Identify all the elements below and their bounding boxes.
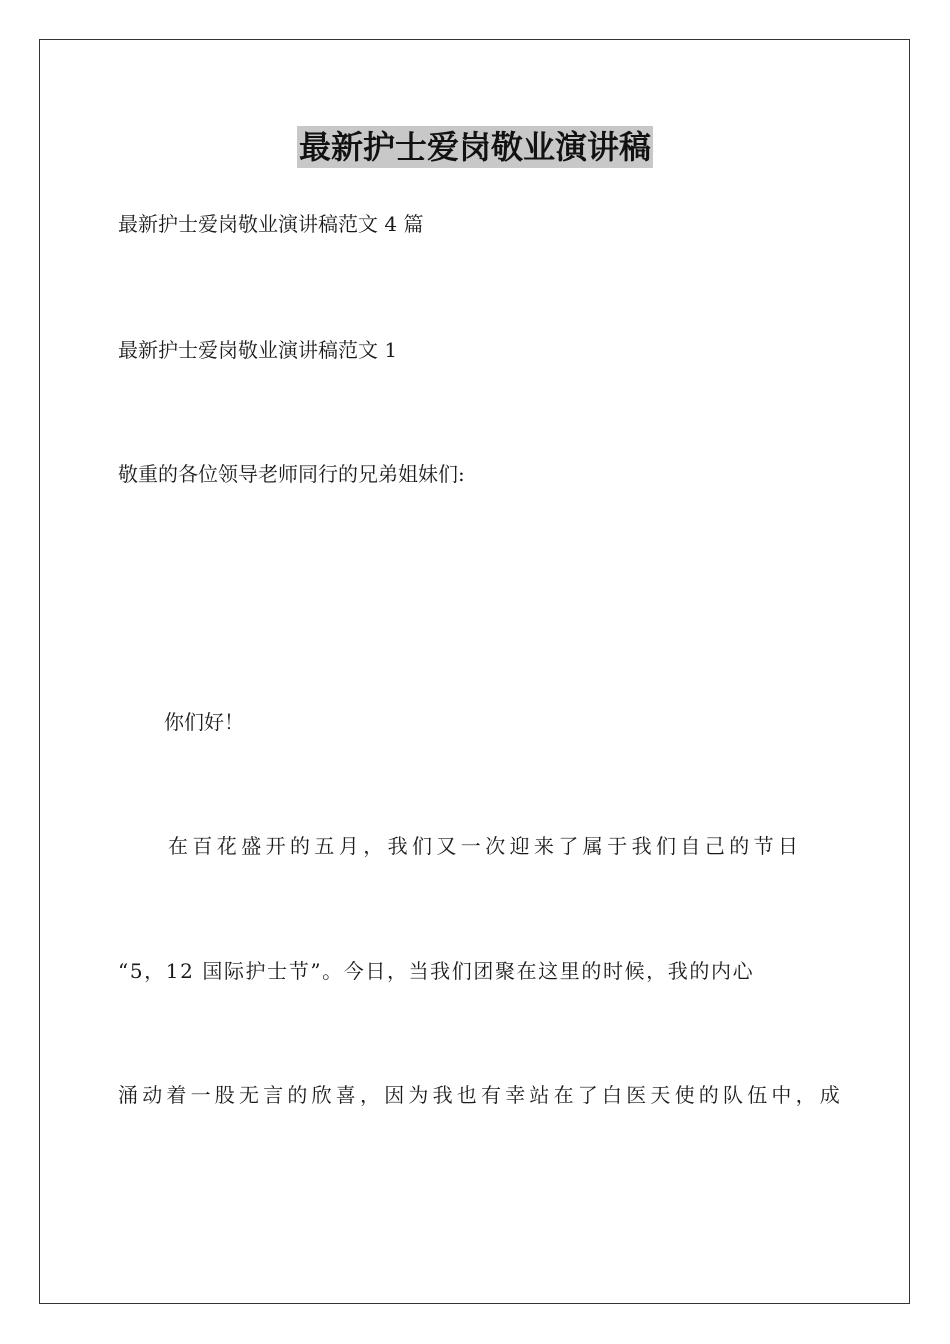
paragraph-line: “5，12 国际护士节”。今日，当我们团聚在这里的时候，我的内心 bbox=[118, 959, 755, 983]
greeting-line: 敬重的各位领导老师同行的兄弟姐妹们: bbox=[118, 462, 465, 486]
section-heading: 最新护士爱岗敬业演讲稿范文 1 bbox=[118, 338, 398, 362]
paragraph-line: 在百花盛开的五月，我们又一次迎来了属于我们自己的节日 bbox=[168, 834, 803, 858]
paragraph-line: 涌动着一股无言的欣喜，因为我也有幸站在了白医天使的队伍中，成 bbox=[118, 1083, 844, 1107]
hello-line: 你们好！ bbox=[164, 710, 244, 734]
document-subtitle: 最新护士爱岗敬业演讲稿范文 4 篇 bbox=[118, 212, 424, 236]
document-title: 最新护士爱岗敬业演讲稿 bbox=[298, 128, 651, 166]
title-container bbox=[0, 126, 950, 168]
